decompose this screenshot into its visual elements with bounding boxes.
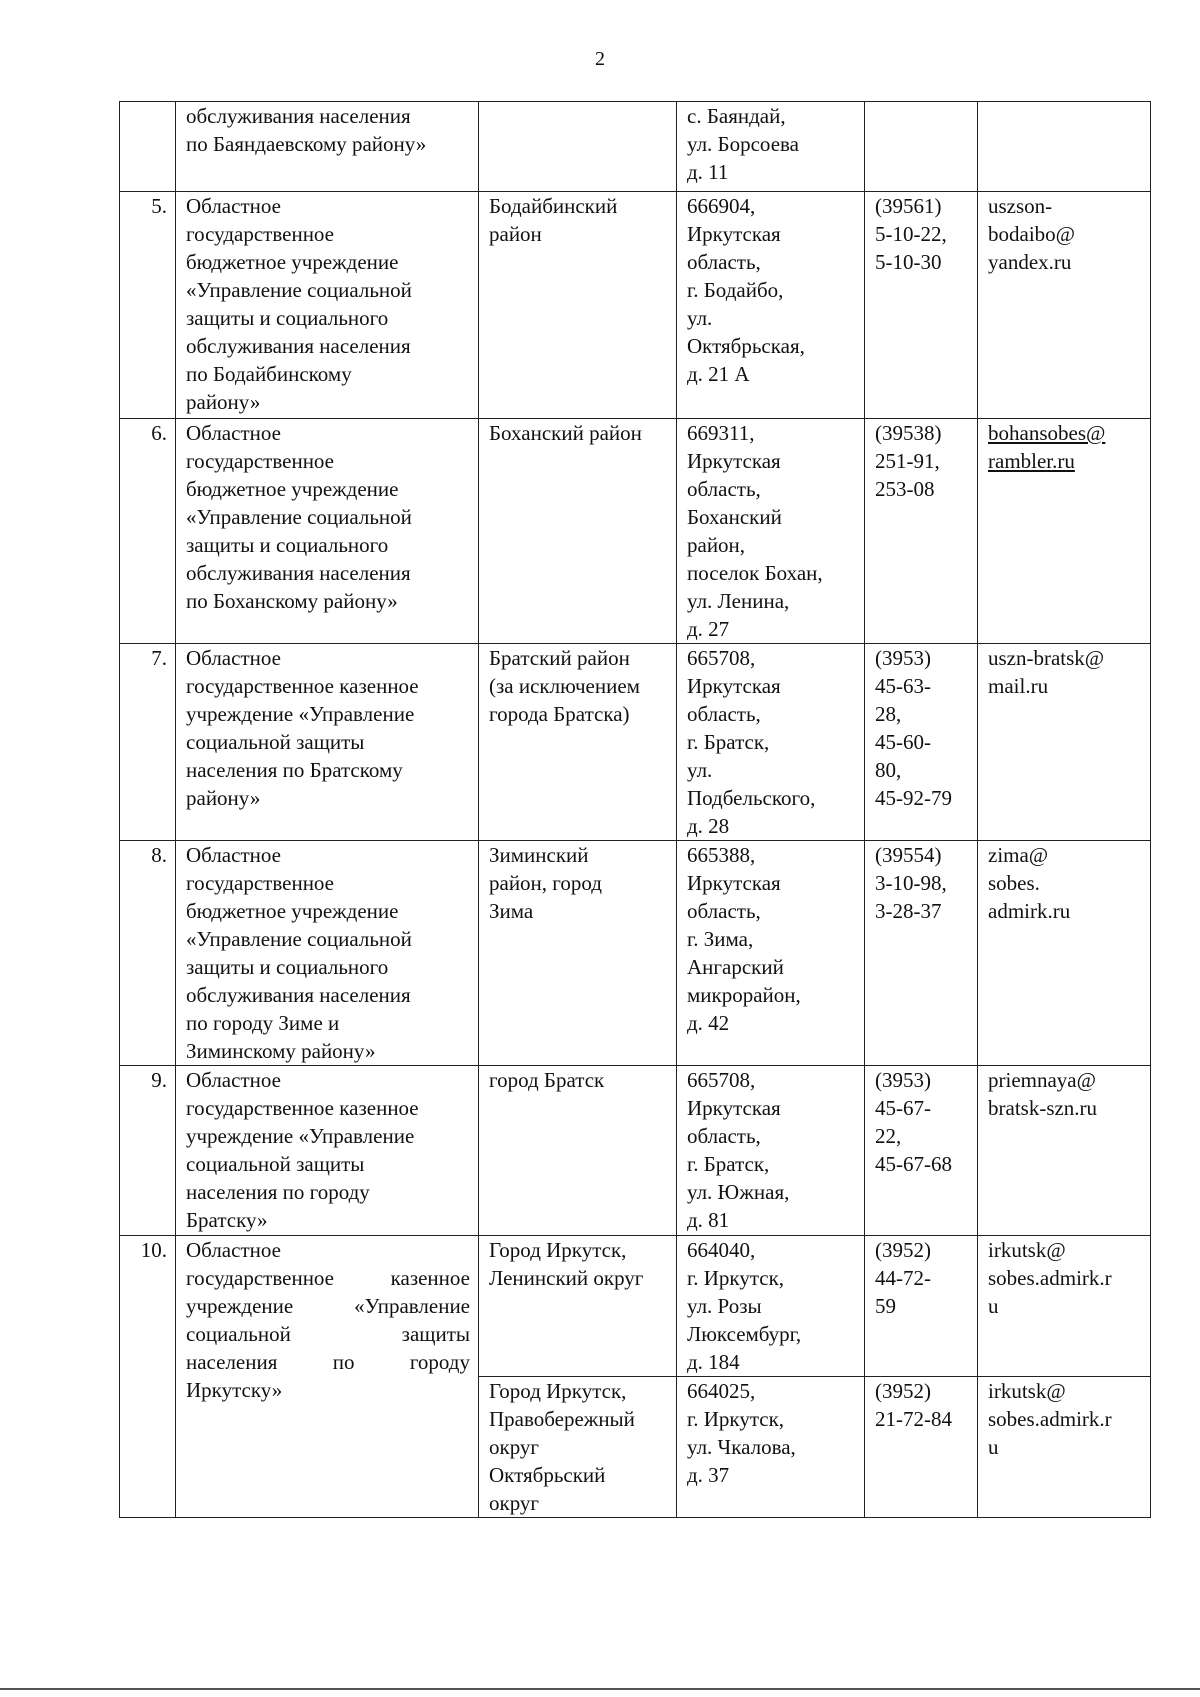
service-area: город Братск <box>479 1066 677 1236</box>
service-area: Зиминский район, город Зима <box>479 841 677 1066</box>
institutions-table <box>119 101 1151 1518</box>
address: с. Баяндай, ул. Борсоева д. 11 <box>677 102 865 192</box>
page-bottom-rule <box>0 1688 1200 1690</box>
row-number: 5. <box>120 192 176 419</box>
service-area: Бодайбинский район <box>479 192 677 419</box>
email[interactable]: irkutsk@ sobes.admirk.r u <box>978 1236 1151 1377</box>
phone: (39561) 5-10-22, 5-10-30 <box>865 192 978 419</box>
table-row <box>120 1066 1151 1236</box>
table-row <box>120 419 1151 644</box>
phone <box>865 102 978 192</box>
page-number: 2 <box>595 48 605 70</box>
service-area: Братский район (за исключением города Братска) <box>479 644 677 841</box>
organization-name: Областное государственное казенное учреждение «Управление социальной защиты населения по Братскому району» <box>176 644 479 841</box>
address: 665708, Иркутская область, г. Братск, ул. Подбельского, д. 28 <box>677 644 865 841</box>
phone: (3952) 44-72- 59 <box>865 1236 978 1377</box>
row-number: 8. <box>120 841 176 1066</box>
address: 664025, г. Иркутск, ул. Чкалова, д. 37 <box>677 1377 865 1518</box>
row-number: 9. <box>120 1066 176 1236</box>
organization-name: Областное государственное бюджетное учреждение «Управление социальной защиты и социального обслуживания населения по городу Зиме и Зиминскому району» <box>176 841 479 1066</box>
organization-name: обслуживания населения по Баяндаевскому району» <box>176 102 479 192</box>
service-area: Город Иркутск, Ленинский округ <box>479 1236 677 1377</box>
address: 669311, Иркутская область, Боханский район, поселок Бохан, ул. Ленина, д. 27 <box>677 419 865 644</box>
email[interactable]: priemnaya@ bratsk-szn.ru <box>978 1066 1151 1236</box>
organization-name: Областное государственное бюджетное учреждение «Управление социальной защиты и социального обслуживания населения по Бодайбинскому району» <box>176 192 479 419</box>
organization-name: Областное государственное бюджетное учреждение «Управление социальной защиты и социального обслуживания населения по Боханскому району» <box>176 419 479 644</box>
phone: (3953) 45-67- 22, 45-67-68 <box>865 1066 978 1236</box>
table-row <box>120 1236 1151 1377</box>
table-row <box>120 644 1151 841</box>
address: 666904, Иркутская область, г. Бодайбо, ул. Октябрьская, д. 21 А <box>677 192 865 419</box>
row-number: 6. <box>120 419 176 644</box>
email[interactable]: irkutsk@ sobes.admirk.r u <box>978 1377 1151 1518</box>
phone: (3952) 21-72-84 <box>865 1377 978 1518</box>
table-row <box>120 841 1151 1066</box>
email[interactable]: zima@ sobes. admirk.ru <box>978 841 1151 1066</box>
email[interactable]: uszson- bodaibo@ yandex.ru <box>978 192 1151 419</box>
phone: (39538) 251-91, 253-08 <box>865 419 978 644</box>
address: 665388, Иркутская область, г. Зима, Ангарский микрорайон, д. 42 <box>677 841 865 1066</box>
address: 665708, Иркутская область, г. Братск, ул. Южная, д. 81 <box>677 1066 865 1236</box>
phone: (3953) 45-63- 28, 45-60- 80, 45-92-79 <box>865 644 978 841</box>
organization-name: Областное государственное казенное учреждение «Управление социальной защиты населения по городу Иркутску» <box>176 1236 479 1518</box>
service-area: Боханский район <box>479 419 677 644</box>
email[interactable]: uszn-bratsk@ mail.ru <box>978 644 1151 841</box>
email <box>978 102 1151 192</box>
service-area <box>479 102 677 192</box>
service-area: Город Иркутск, Правобережный округ Октябрьский округ <box>479 1377 677 1518</box>
address: 664040, г. Иркутск, ул. Розы Люксембург, д. 184 <box>677 1236 865 1377</box>
row-number <box>120 102 176 192</box>
table-row <box>120 192 1151 419</box>
row-number: 10. <box>120 1236 176 1518</box>
table-row <box>120 102 1151 192</box>
row-number: 7. <box>120 644 176 841</box>
phone: (39554) 3-10-98, 3-28-37 <box>865 841 978 1066</box>
organization-name: Областное государственное казенное учреждение «Управление социальной защиты населения по городу Братску» <box>176 1066 479 1236</box>
email-link[interactable]: bohansobes@ rambler.ru <box>978 419 1151 644</box>
